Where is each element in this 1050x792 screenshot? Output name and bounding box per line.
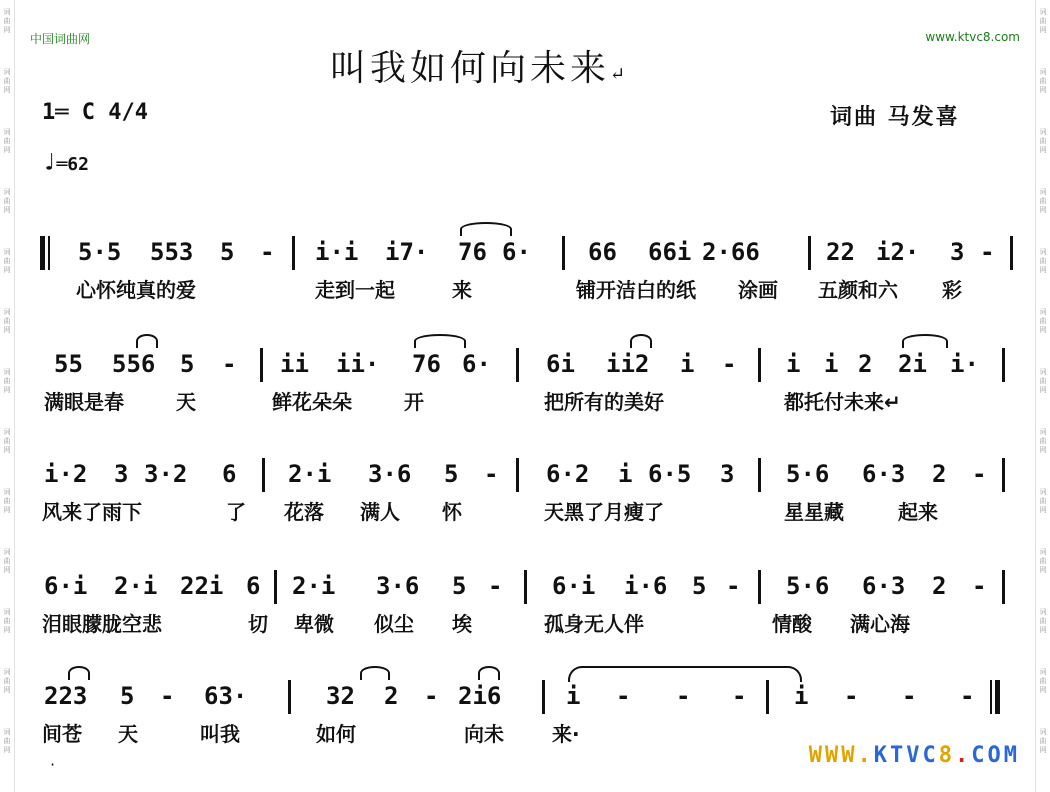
note-group: - xyxy=(676,682,691,710)
note-group: 6·5 xyxy=(648,460,692,488)
edge-watermark: 词 曲 网 xyxy=(3,548,11,574)
lyric-phrase: 满人 xyxy=(360,500,400,524)
left-margin-strip xyxy=(0,0,15,792)
lyric-phrase: 孤身无人伴 xyxy=(544,612,644,636)
lyric-phrase: 向未 xyxy=(464,722,504,746)
note-group: 2 xyxy=(932,572,947,600)
tie-mark xyxy=(136,334,158,348)
note-group: 6·i xyxy=(552,572,596,600)
key-signature: 1═ C 4/4 xyxy=(42,100,148,125)
bar-line xyxy=(758,570,761,604)
edge-watermark: 词 曲 网 xyxy=(3,68,11,94)
note-group: ii· xyxy=(336,350,380,378)
edge-watermark: 词 曲 网 xyxy=(1039,608,1047,634)
bar-line xyxy=(808,236,811,270)
edge-watermark: 词 曲 网 xyxy=(3,368,11,394)
note-group: 5 xyxy=(120,682,135,710)
lyric-phrase: 间苍 xyxy=(42,722,82,746)
note-group: 6·2 xyxy=(546,460,590,488)
tie-mark xyxy=(68,666,90,680)
note-group: 6i xyxy=(546,350,575,378)
note-group: 2·i xyxy=(288,460,332,488)
tie-mark xyxy=(360,666,390,680)
note-group: - xyxy=(616,682,631,710)
note-group: i xyxy=(566,682,581,710)
note-group: i xyxy=(794,682,809,710)
composer-credit: 词曲 马发喜 xyxy=(830,105,960,130)
note-group: - xyxy=(980,238,995,266)
note-group: - xyxy=(726,572,741,600)
edge-watermark: 词 曲 网 xyxy=(1039,248,1047,274)
lyric-phrase: 满眼是春 xyxy=(44,390,124,414)
bar-line xyxy=(1002,570,1005,604)
quarter-note-icon: ♩ xyxy=(42,148,57,176)
bar-line xyxy=(260,348,263,382)
note-group: 2i6 xyxy=(458,682,502,710)
note-group: ii2 xyxy=(606,350,650,378)
note-group: 6·i xyxy=(44,572,88,600)
edge-watermark: 词 曲 网 xyxy=(3,248,11,274)
note-group: i·6 xyxy=(624,572,668,600)
note-group: - xyxy=(844,682,859,710)
tie-mark xyxy=(902,334,948,348)
repeat-end-sign xyxy=(990,680,1002,714)
note-group: - xyxy=(972,460,987,488)
lyric-phrase: 情酸 xyxy=(772,612,812,636)
bar-line xyxy=(516,348,519,382)
lyric-phrase: 心怀纯真的爱 xyxy=(76,278,196,302)
edge-watermark: 词 曲 网 xyxy=(1039,548,1047,574)
bar-line xyxy=(542,680,545,714)
edge-watermark: 词 曲 网 xyxy=(3,8,11,34)
lyric-phrase: 涂画 xyxy=(738,278,778,302)
bar-line xyxy=(1002,458,1005,492)
lyric-phrase: 来· xyxy=(552,722,580,746)
lyric-phrase: 泪眼朦胧空悲 xyxy=(42,612,162,636)
note-group: i·i xyxy=(315,238,359,266)
lyric-phrase: 埃 xyxy=(452,612,472,636)
tempo-marking xyxy=(42,148,89,176)
lyric-phrase: 卑微 xyxy=(294,612,334,636)
note-group: 2·i xyxy=(114,572,158,600)
tie-mark xyxy=(460,222,512,236)
note-group: - xyxy=(960,682,975,710)
note-group: 5 xyxy=(220,238,235,266)
bar-line xyxy=(758,348,761,382)
footer-dot: · xyxy=(50,755,56,774)
lyric-phrase: 天 xyxy=(176,390,196,414)
bar-line xyxy=(292,236,295,270)
site-name-left: 中国词曲网 xyxy=(30,32,91,46)
note-group: i· xyxy=(950,350,979,378)
note-group: 3·6 xyxy=(376,572,420,600)
note-group: - xyxy=(424,682,439,710)
lyric-phrase: 起来 xyxy=(898,500,938,524)
right-watermark-column xyxy=(1036,0,1050,792)
note-group: 2i xyxy=(898,350,927,378)
note-group: 22 xyxy=(826,238,855,266)
edge-watermark: 词 曲 网 xyxy=(1039,668,1047,694)
bar-line xyxy=(1002,348,1005,382)
bar-line xyxy=(288,680,291,714)
note-group: - xyxy=(160,682,175,710)
note-group: 6 xyxy=(246,572,261,600)
tempo-value: ═62 xyxy=(56,154,89,175)
lyric-phrase: 开 xyxy=(404,390,424,414)
song-title xyxy=(330,40,629,91)
edge-watermark: 词 曲 网 xyxy=(1039,428,1047,454)
note-group: 553 xyxy=(150,238,194,266)
note-group: i·2 xyxy=(44,460,88,488)
note-group: 66 xyxy=(588,238,617,266)
lyric-phrase: 星星藏 xyxy=(784,500,844,524)
note-group: - xyxy=(902,682,917,710)
edge-watermark: 词 曲 网 xyxy=(3,668,11,694)
lyric-phrase: 天 xyxy=(118,722,138,746)
edge-watermark: 词 曲 网 xyxy=(1039,308,1047,334)
note-group: 55 xyxy=(54,350,83,378)
note-group: 2 xyxy=(858,350,873,378)
edge-watermark: 词 曲 网 xyxy=(1039,368,1047,394)
lyric-phrase: 把所有的美好 xyxy=(544,390,664,414)
lyric-phrase: 都托付未来↵ xyxy=(784,390,901,414)
lyric-phrase: 天黑了月瘦了 xyxy=(544,500,664,524)
note-group: - xyxy=(260,238,275,266)
edge-watermark: 词 曲 网 xyxy=(3,728,11,754)
edge-watermark: 词 曲 网 xyxy=(1039,128,1047,154)
note-group: i xyxy=(786,350,801,378)
note-group: i2· xyxy=(876,238,920,266)
title-return-mark: ↵ xyxy=(610,64,630,85)
note-group: 5·6 xyxy=(786,460,830,488)
brand-part: KTVC xyxy=(873,743,939,768)
note-group: 3 xyxy=(950,238,965,266)
brand-part: COM xyxy=(971,743,1020,768)
lyric-phrase: 叫我 xyxy=(200,722,240,746)
edge-watermark: 词 曲 网 xyxy=(3,308,11,334)
bar-line xyxy=(766,680,769,714)
note-group: 6·3 xyxy=(862,572,906,600)
edge-watermark: 词 曲 网 xyxy=(1039,68,1047,94)
note-group: 22i xyxy=(180,572,224,600)
note-group: 5 xyxy=(452,572,467,600)
bar-line xyxy=(758,458,761,492)
note-group: 223 xyxy=(44,682,88,710)
edge-watermark: 词 曲 网 xyxy=(3,608,11,634)
note-group: 3 xyxy=(720,460,735,488)
lyric-phrase: 五颜和六 xyxy=(818,278,898,302)
note-group: 6· xyxy=(462,350,491,378)
brand-part: . xyxy=(955,743,972,768)
edge-watermark: 词 曲 网 xyxy=(3,488,11,514)
note-group: 3 xyxy=(114,460,129,488)
brand-logo xyxy=(809,743,1020,768)
note-group: - xyxy=(484,460,499,488)
edge-watermark: 词 曲 网 xyxy=(1039,728,1047,754)
lyric-phrase: 怀 xyxy=(442,500,462,524)
bar-line xyxy=(516,458,519,492)
bar-line xyxy=(274,570,277,604)
bar-line xyxy=(1010,236,1013,270)
lyric-phrase: 切 xyxy=(248,612,268,636)
lyric-phrase: 走到一起 xyxy=(315,278,395,302)
note-group: 2 xyxy=(932,460,947,488)
note-group: 3·6 xyxy=(368,460,412,488)
brand-part: WWW. xyxy=(808,743,874,768)
note-group: 5 xyxy=(180,350,195,378)
note-group: ii xyxy=(280,350,309,378)
note-group: i xyxy=(680,350,695,378)
note-group: - xyxy=(732,682,747,710)
note-group: 5·5 xyxy=(78,238,122,266)
note-group: 5 xyxy=(692,572,707,600)
note-group: 5·6 xyxy=(786,572,830,600)
note-group: 32 xyxy=(326,682,355,710)
bar-line xyxy=(562,236,565,270)
lyric-phrase: 来 xyxy=(452,278,472,302)
lyric-phrase: 彩 xyxy=(942,278,962,302)
tie-mark xyxy=(630,334,652,348)
right-margin-strip xyxy=(1035,0,1050,792)
note-group: 76 xyxy=(458,238,487,266)
edge-watermark: 词 曲 网 xyxy=(3,188,11,214)
edge-watermark: 词 曲 网 xyxy=(3,428,11,454)
edge-watermark: 词 曲 网 xyxy=(3,128,11,154)
note-group: 5 xyxy=(444,460,459,488)
edge-watermark: 词 曲 网 xyxy=(1039,488,1047,514)
lyric-phrase: 花落 xyxy=(284,500,324,524)
note-group: 76 xyxy=(412,350,441,378)
tie-mark xyxy=(478,666,500,680)
note-group: i7· xyxy=(385,238,429,266)
lyric-phrase: 似尘 xyxy=(374,612,414,636)
note-group: i xyxy=(824,350,839,378)
note-group: 2·66 xyxy=(702,238,760,266)
note-group: 3·2 xyxy=(144,460,188,488)
lyric-phrase: 如何 xyxy=(316,722,356,746)
lyric-phrase: 了 xyxy=(226,500,246,524)
note-group: - xyxy=(488,572,503,600)
lyric-phrase: 铺开洁白的纸 xyxy=(576,278,696,302)
brand-part: 8 xyxy=(938,743,955,768)
left-watermark-column xyxy=(0,0,14,792)
note-group: 2 xyxy=(384,682,399,710)
note-group: - xyxy=(722,350,737,378)
site-url-right: www.ktvc8.com xyxy=(925,30,1020,44)
repeat-start-sign xyxy=(40,236,52,270)
note-group: 6·3 xyxy=(862,460,906,488)
bar-line xyxy=(524,570,527,604)
bar-line xyxy=(262,458,265,492)
note-group: 66i xyxy=(648,238,692,266)
note-group: - xyxy=(222,350,237,378)
note-group: 6· xyxy=(502,238,531,266)
note-group: 2·i xyxy=(292,572,336,600)
song-title-text: 叫我如何向未来 xyxy=(330,48,611,89)
note-group: 6 xyxy=(222,460,237,488)
note-group: i xyxy=(618,460,633,488)
lyric-phrase: 满心海 xyxy=(850,612,910,636)
edge-watermark: 词 曲 网 xyxy=(1039,188,1047,214)
tie-mark xyxy=(414,334,466,348)
lyric-phrase: 鲜花朵朵 xyxy=(272,390,352,414)
note-group: - xyxy=(972,572,987,600)
note-group: 63· xyxy=(204,682,248,710)
edge-watermark: 词 曲 网 xyxy=(1039,8,1047,34)
lyric-phrase: 风来了雨下 xyxy=(42,500,142,524)
note-group: 556 xyxy=(112,350,156,378)
